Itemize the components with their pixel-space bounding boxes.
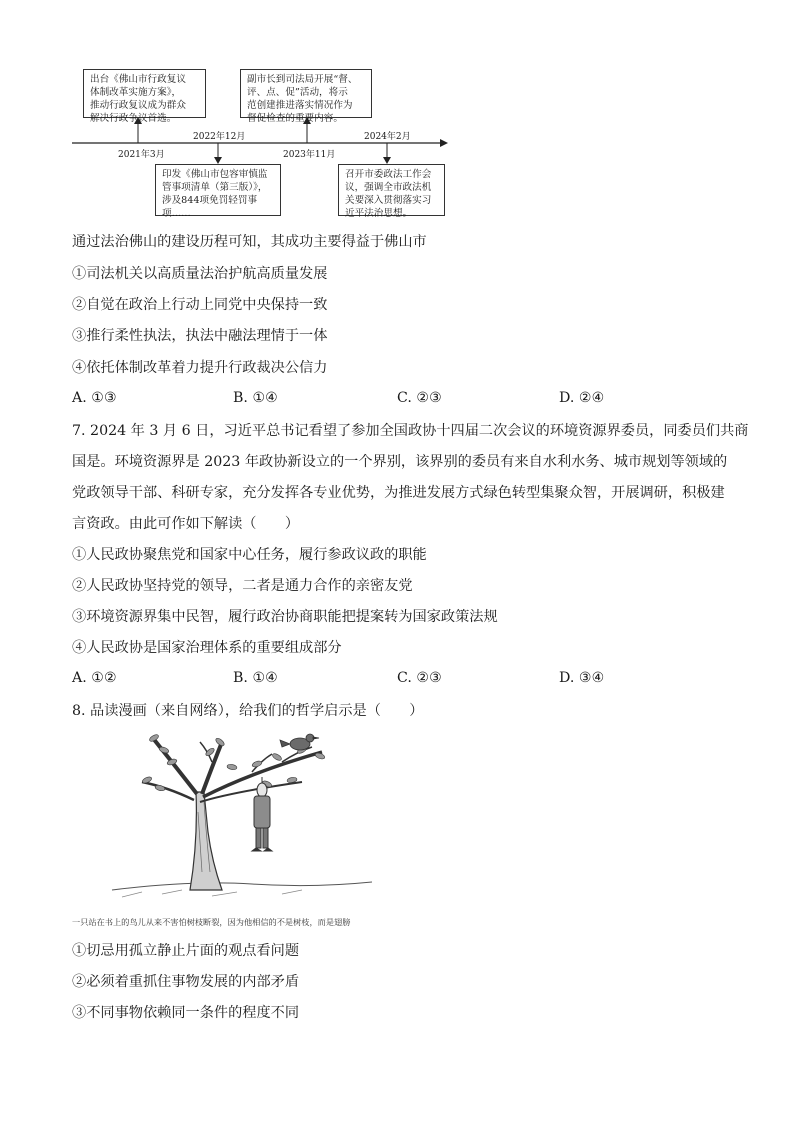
option-c[interactable]: C. ②③ bbox=[397, 390, 442, 406]
tree-cartoon-illustration bbox=[72, 722, 402, 912]
option-b[interactable]: B. ①④ bbox=[233, 390, 278, 406]
event-text: 召开市委政法工作会 bbox=[345, 169, 432, 180]
q7-stem-line: 言资政。由此可作如下解读（ ） bbox=[72, 516, 300, 532]
q7-item: ④人民政协是国家治理体系的重要组成部分 bbox=[72, 640, 342, 656]
timeline-event-box bbox=[83, 69, 206, 124]
option-a[interactable]: A. ①③ bbox=[72, 390, 117, 406]
event-text: 体制改革实施方案》， bbox=[90, 87, 182, 98]
q7-item: ②人民政协坚持党的领导，二者是通力合作的亲密友党 bbox=[72, 578, 413, 594]
q7-item: ①人民政协聚焦党和国家中心任务，履行参政议政的职能 bbox=[72, 547, 427, 563]
option-d[interactable]: D. ③④ bbox=[559, 670, 605, 686]
q7-stem-line: 国是。环境资源界是 2023 年政协新设立的一个界别，该界别的委员有来自水利水务、城市规划等领域的 bbox=[72, 454, 728, 470]
event-text: 项…… bbox=[162, 208, 191, 219]
q8-item: ③不同事物依赖同一条件的程度不同 bbox=[72, 1005, 300, 1021]
cartoon-caption: 一只站在书上的鸟儿从来不害怕树枝断裂，因为他相信的不是树枝，而是翅膀 bbox=[72, 917, 351, 927]
event-text: 管事项清单（第三版）》， bbox=[162, 182, 268, 193]
q7-options bbox=[72, 670, 722, 690]
event-text: 近平法治思想。 bbox=[345, 208, 413, 219]
event-text: 推动行政复议成为群众 bbox=[90, 100, 186, 111]
option-b[interactable]: B. ①④ bbox=[233, 670, 278, 686]
event-text: 范创建推进落实情况作为 bbox=[247, 100, 353, 111]
q6-item: ①司法机关以高质量法治护航高质量发展 bbox=[72, 266, 328, 282]
event-text: 督促检查的重要内容。 bbox=[247, 113, 343, 124]
event-text: 印发《佛山市包容审慎监 bbox=[162, 169, 268, 180]
event-text: 副市长到司法局开展“督、 bbox=[247, 74, 358, 85]
event-text: 解决行政争议首选。 bbox=[90, 113, 177, 124]
q6-item: ④依托体制改革着力提升行政裁决公信力 bbox=[72, 360, 328, 376]
q6-item: ③推行柔性执法，执法中融法理情于一体 bbox=[72, 328, 328, 344]
timeline-event-box bbox=[240, 69, 372, 124]
q7-item: ③环境资源界集中民智，履行政治协商职能把提案转为国家政策法规 bbox=[72, 609, 498, 625]
timeline-event-box bbox=[155, 164, 281, 219]
option-c[interactable]: C. ②③ bbox=[397, 670, 442, 686]
q6-item: ②自觉在政治上行动上同党中央保持一致 bbox=[72, 297, 328, 313]
q6-stem: 通过法治佛山的建设历程可知，其成功主要得益于佛山市 bbox=[72, 234, 427, 250]
q8-item: ②必须着重抓住事物发展的内部矛盾 bbox=[72, 974, 300, 990]
timeline-date: 2021年3月 bbox=[118, 150, 165, 160]
timeline-date: 2022年12月 bbox=[193, 132, 246, 142]
q7-stem-line: 7. 2024 年 3 月 6 日，习近平总书记看望了参加全国政协十四届二次会议的环境资源界委员，同委员们共商 bbox=[72, 423, 749, 439]
event-text: 出台《佛山市行政复议 bbox=[90, 74, 186, 85]
timeline-date: 2023年11月 bbox=[283, 150, 336, 160]
option-a[interactable]: A. ①② bbox=[72, 670, 117, 686]
event-text: 涉及844项免罚轻罚事 bbox=[162, 195, 258, 206]
q7-stem-line: 党政领导干部、科研专家，充分发挥各专业优势，为推进发展方式绿色转型集聚众智，开展调研，积极建 bbox=[72, 485, 725, 501]
event-text: 评、点、促”活动，将示 bbox=[247, 87, 348, 98]
q8-stem: 8. 品读漫画（来自网络），给我们的哲学启示是（ ） bbox=[72, 703, 424, 719]
q8-item: ①切忌用孤立静止片面的观点看问题 bbox=[72, 943, 300, 959]
timeline-event-box bbox=[338, 164, 445, 219]
event-text: 议，强调全市政法机 bbox=[345, 182, 432, 193]
option-d[interactable]: D. ②④ bbox=[559, 390, 605, 406]
event-text: 关要深入贯彻落实习 bbox=[345, 195, 432, 206]
timeline-date: 2024年2月 bbox=[364, 132, 411, 142]
q6-options bbox=[72, 390, 722, 410]
